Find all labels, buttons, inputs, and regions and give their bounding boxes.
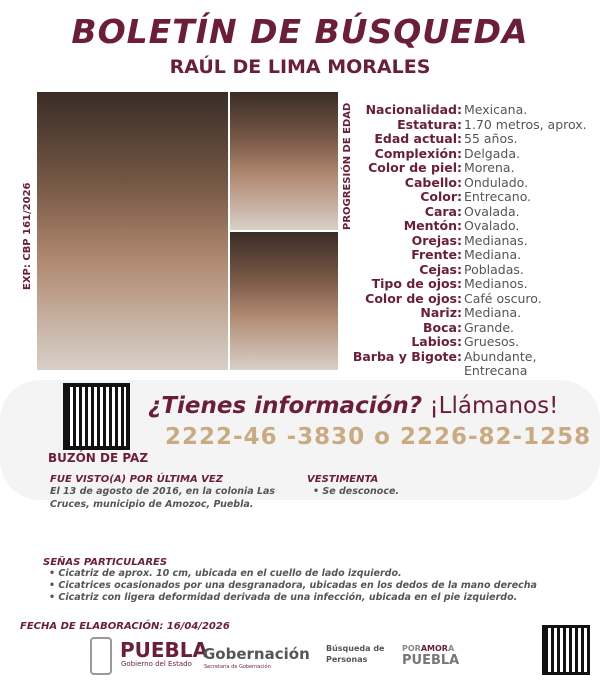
attribute-value: Café oscuro.	[464, 290, 542, 306]
clothing-heading: VESTIMENTA	[307, 474, 379, 485]
attribute-row	[352, 147, 600, 162]
attribute-label: Cara:	[424, 203, 462, 219]
attribute-value: Morena.	[464, 160, 515, 175]
ask-call: ¡Llámanos!	[429, 393, 559, 419]
attribute-value: Entrecano.	[464, 189, 532, 204]
attribute-value: 1.70 metros, aprox.	[464, 116, 587, 132]
attribute-label: Frente:	[411, 247, 462, 262]
attribute-row	[352, 350, 600, 379]
attribute-label: Nariz:	[420, 305, 462, 320]
attribute-row	[352, 263, 600, 278]
attribute-label: Color de ojos:	[365, 290, 462, 306]
ask-question: ¿Tienes información?	[148, 393, 423, 419]
coat-of-arms-icon	[90, 637, 112, 675]
qr-code[interactable]	[63, 383, 130, 450]
attribute-label: Cejas:	[419, 261, 462, 277]
marks-heading: SEÑAS PARTICULARES	[43, 557, 168, 568]
attribute-value: Ovalado.	[464, 218, 520, 233]
attribute-row	[352, 103, 600, 118]
attribute-label: Orejas:	[411, 232, 462, 248]
attribute-row	[352, 248, 600, 263]
main-photo	[37, 92, 228, 370]
attribute-row	[352, 306, 600, 321]
mark-item: • Cicatrices ocasionados por una desgranadora, ubicadas en los dedos de la mano derecha	[49, 580, 593, 592]
gobernacion-sub: Secretaría de Gobernación	[204, 664, 271, 670]
attribute-label: Estatura:	[397, 116, 462, 132]
person-name: RAÚL DE LIMA MORALES	[169, 56, 431, 78]
attribute-label: Tipo de ojos:	[371, 276, 462, 291]
attribute-value: Gruesos.	[464, 334, 520, 349]
attribute-row	[352, 132, 600, 147]
attribute-value: Delgada.	[464, 145, 520, 161]
attribute-row	[352, 161, 600, 176]
attribute-label: Edad actual:	[374, 131, 462, 146]
attribute-row	[352, 219, 600, 234]
attribute-label: Complexión:	[374, 145, 462, 161]
attribute-label: Boca:	[423, 319, 462, 335]
attribute-row	[352, 176, 600, 191]
info-prompt	[148, 393, 558, 419]
clothing-section	[307, 474, 507, 498]
attribute-label: Color de piel:	[368, 160, 462, 175]
attribute-row	[352, 234, 600, 249]
busqueda-logo: Búsqueda de Personas	[326, 644, 385, 664]
attribute-value: Mediana.	[464, 305, 522, 320]
age-progression-photo-1	[230, 92, 338, 230]
attribute-label: Cabello:	[404, 174, 462, 190]
phone-numbers[interactable]: 2222-46 -3830 o 2226-82-1258	[165, 424, 592, 450]
mark-item: • Cicatriz con ligera deformidad derivada de una infección, ubicada en el pie izquierdo.	[49, 592, 593, 604]
attribute-value: Mexicana.	[464, 102, 528, 117]
puebla-logo: PUEBLA	[120, 638, 209, 662]
puebla-logo-sub: Gobierno del Estado	[121, 660, 192, 668]
attribute-row	[352, 321, 600, 336]
clothing-item: • Se desconoce.	[313, 485, 507, 498]
attributes-list	[352, 103, 600, 379]
footer-qr-code[interactable]	[542, 625, 590, 675]
attribute-row	[352, 205, 600, 220]
attribute-label: Nacionalidad:	[365, 102, 462, 117]
attribute-label: Color:	[420, 189, 462, 204]
attribute-value: Medianas.	[464, 232, 528, 248]
attribute-value: Mediana.	[464, 247, 522, 262]
last-seen-heading: FUE VISTO(A) POR ÚLTIMA VEZ	[50, 474, 223, 485]
buzon-label: BUZÓN DE PAZ	[48, 451, 149, 465]
progression-label: PROGRESIÓN DE EDAD	[342, 102, 353, 230]
elaboration-date: FECHA DE ELABORACIÓN: 16/04/2026	[20, 621, 230, 632]
attribute-value: 55 años.	[464, 131, 518, 146]
last-seen-section	[50, 474, 280, 511]
a-text: A	[447, 644, 455, 653]
expediente-label: EXP: CBP 161/2026	[22, 182, 33, 290]
attribute-row	[352, 335, 600, 350]
por-text: POR	[402, 644, 421, 653]
attribute-label: Labios:	[411, 334, 462, 349]
attribute-label: Mentón:	[403, 218, 462, 233]
por-amor-logo	[402, 644, 459, 668]
page-title: BOLETÍN DE BÚSQUEDA	[71, 12, 529, 51]
marks-section	[43, 557, 593, 604]
amor-text: AMOR	[420, 644, 448, 653]
last-seen-text: El 13 de agosto de 2016, en la colonia Las Cruces, municipio de Amozoc, Puebla.	[50, 486, 276, 510]
attribute-row	[352, 292, 600, 307]
attribute-row	[352, 277, 600, 292]
attribute-value: Medianos.	[464, 276, 528, 291]
attribute-value: Abundante, Entrecana	[464, 348, 537, 378]
mark-item: • Cicatriz de aprox. 10 cm, ubicada en el cuello de lado izquierdo.	[49, 568, 593, 580]
age-progression-photo-2	[230, 232, 338, 370]
gobernacion-logo: Gobernación	[203, 645, 310, 663]
attribute-row	[352, 118, 600, 133]
attribute-value: Ovalada.	[464, 203, 520, 219]
attribute-label: Barba y Bigote:	[352, 348, 462, 364]
puebla-text: PUEBLA	[402, 653, 460, 668]
attribute-value: Grande.	[464, 319, 515, 335]
attribute-value: Pobladas.	[464, 261, 524, 277]
attribute-value: Ondulado.	[464, 174, 529, 190]
attribute-row	[352, 190, 600, 205]
